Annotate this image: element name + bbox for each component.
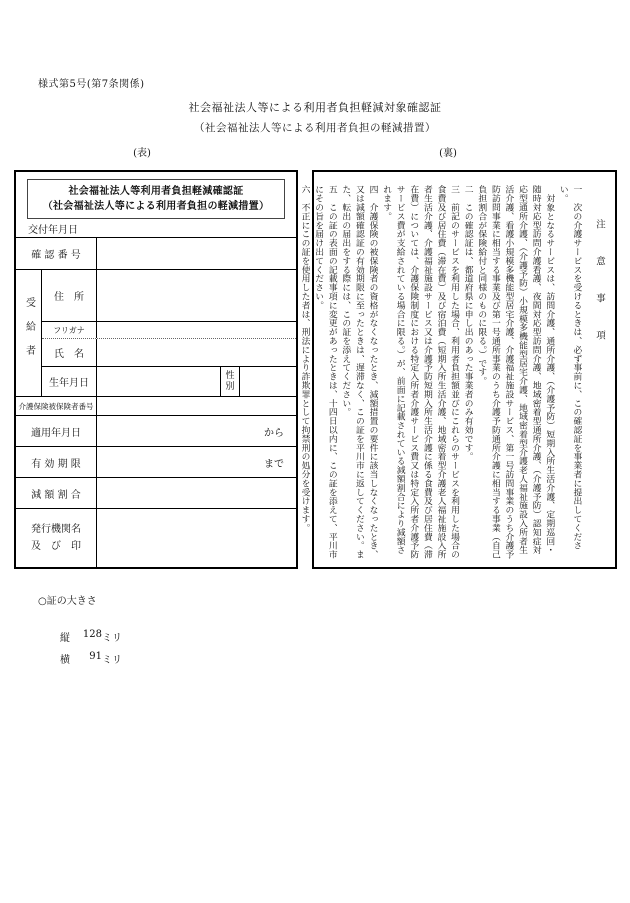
back-side-label: (裏) xyxy=(439,148,457,159)
apply-date-label: 適用年月日 xyxy=(16,416,97,446)
valid-until-row xyxy=(16,447,296,478)
card-title-line1: 社会福祉法人等利用者負担軽減確認証 xyxy=(68,185,244,197)
certificate-width-value: 91 xyxy=(89,651,102,662)
issue-date-label: 交付年月日 xyxy=(28,225,78,236)
issue-date-row xyxy=(16,219,296,238)
sex-value xyxy=(240,367,296,396)
certificate-height-label: 縦 xyxy=(60,633,70,644)
notes-heading: 注 意 事 項 xyxy=(594,219,605,349)
issuer-label xyxy=(16,509,97,567)
reduction-ratio-row xyxy=(16,478,296,509)
note-paragraph: 六 不正にこの証を使用した者は、刑法により詐欺罪として拘禁刑の処分を受けます。 xyxy=(299,185,310,533)
certificate-back-card xyxy=(299,170,617,569)
address-row xyxy=(42,270,296,322)
reduction-ratio-label: 減 額 割 合 xyxy=(16,478,97,508)
card-title xyxy=(27,179,285,219)
note-paragraph: 五 この証の表面の記載事項に変更があったときは、十四日以内に、この証を添えて、平川市にその旨を届け出てください。 xyxy=(313,185,337,559)
birthdate-value xyxy=(97,367,220,396)
notes-vertical-text xyxy=(299,172,615,567)
recipient-label-cell xyxy=(16,270,42,396)
address-value xyxy=(97,270,296,321)
note-paragraph: 一 次の介護サービスを受けるときは、必ず事前に、この確認証を事業者に提出してください。 xyxy=(557,185,582,550)
furigana-value xyxy=(97,322,296,338)
recipient-label: 受給者 xyxy=(23,297,35,369)
certificate-size-heading: ○証の大きさ xyxy=(38,596,97,607)
form-number: 様式第5号(第7条関係) xyxy=(38,79,145,90)
insured-number-value xyxy=(97,397,296,415)
address-label: 住 所 xyxy=(42,270,97,321)
name-value xyxy=(97,339,296,366)
certificate-width-label: 横 xyxy=(60,655,70,666)
front-side-label: (表) xyxy=(133,148,151,159)
reduction-ratio-value xyxy=(97,478,296,508)
certificate-front-card xyxy=(14,170,298,569)
birthdate-label: 生年月日 xyxy=(42,367,97,396)
note-paragraph: 三 前記のサービスを利用した場合、利用者負担額並びにこれらのサービスを利用した場合の食費及び居住費（滞在費）及び宿泊費（短期入所生活介護、地域密着型介護老人福祉施設入所者生活介護、介護福祉施設サービス又は介護予防短期入所生活介護に係る食費及び居住費（滞在費）については、介護保険制度における特定入所者介護サービス費又は特定入所者介護予防サービス費が支給されている場合に限る。）が、前面に記載されている減額割合により減額されます。 xyxy=(381,185,460,559)
recipient-rows xyxy=(42,270,296,396)
issuer-label-line2: 及 び 印 xyxy=(31,541,81,552)
insured-number-row xyxy=(16,397,296,416)
birthdate-row xyxy=(42,367,296,396)
issuer-row xyxy=(16,509,296,567)
issuer-label-line1: 発行機関名 xyxy=(31,524,81,535)
name-label: 氏 名 xyxy=(42,339,97,366)
certificate-width-line xyxy=(60,651,122,666)
note-paragraph: 四 介護保険の被保険者の資格がなくなったとき、減額措置の要件に該当しなくなったとき、又は減額確認証の有効期限に至ったときは、遅滞なく、この証を平川市に返してください。また、転出の届出をする際には、この証を添えてください。 xyxy=(340,185,378,559)
confirm-number-row xyxy=(16,238,296,270)
note-paragraph: 二 この確認証は、都道府県に申し出のあった事業者のみ有効です。 xyxy=(462,185,473,461)
document-title: 社会福祉法人等による利用者負担軽減対象確認証 xyxy=(188,101,442,114)
valid-until-label: 有 効 期 限 xyxy=(16,447,97,477)
certificate-height-line xyxy=(60,629,122,644)
apply-date-suffix: から xyxy=(264,427,284,439)
furigana-label: フリガナ xyxy=(42,322,97,338)
note-paragraph: 対象となるサービスは、訪問介護、通所介護、（介護予防）短期入所生活介護、定期巡回・随時対応型訪問介護看護、夜間対応型訪問介護、地域密着型通所介護、（介護予防）認知症対応型通所介護、（介護予防）小規模多機能型居宅介護、地域密着型介護老人福祉施設入所者生活介護、看護小規模多機能型居宅介護、介護福祉施設サービス、第一号訪問事業のうち介護予防訪問事業に相当する事業及び第一号通所事業のうち介護予防通所介護に相当する事業（自己負担割合が保険給付と同様のものに限る。）です。 xyxy=(476,185,555,559)
valid-until-suffix: まで xyxy=(264,458,284,470)
issuer-value xyxy=(97,509,296,567)
insured-number-label: 介護保険被保険者番号 xyxy=(16,397,97,415)
recipient-block xyxy=(16,270,296,397)
certificate-height-unit: ミリ xyxy=(102,633,122,644)
name-row xyxy=(42,339,296,367)
card-title-line2: （社会福祉法人等による利用者負担の軽減措置） xyxy=(42,201,270,212)
document-subtitle: （社会福祉法人等による利用者負担の軽減措置） xyxy=(194,122,436,134)
furigana-row xyxy=(42,322,296,339)
confirm-number-label: 確 認 番 号 xyxy=(16,238,97,269)
certificate-width-unit: ミリ xyxy=(102,655,122,666)
apply-date-row xyxy=(16,416,296,447)
confirm-number-value xyxy=(97,238,296,269)
certificate-height-value: 128 xyxy=(82,629,102,640)
valid-until-value xyxy=(97,447,296,477)
sex-label: 性別 xyxy=(220,367,240,396)
apply-date-value xyxy=(97,416,296,446)
